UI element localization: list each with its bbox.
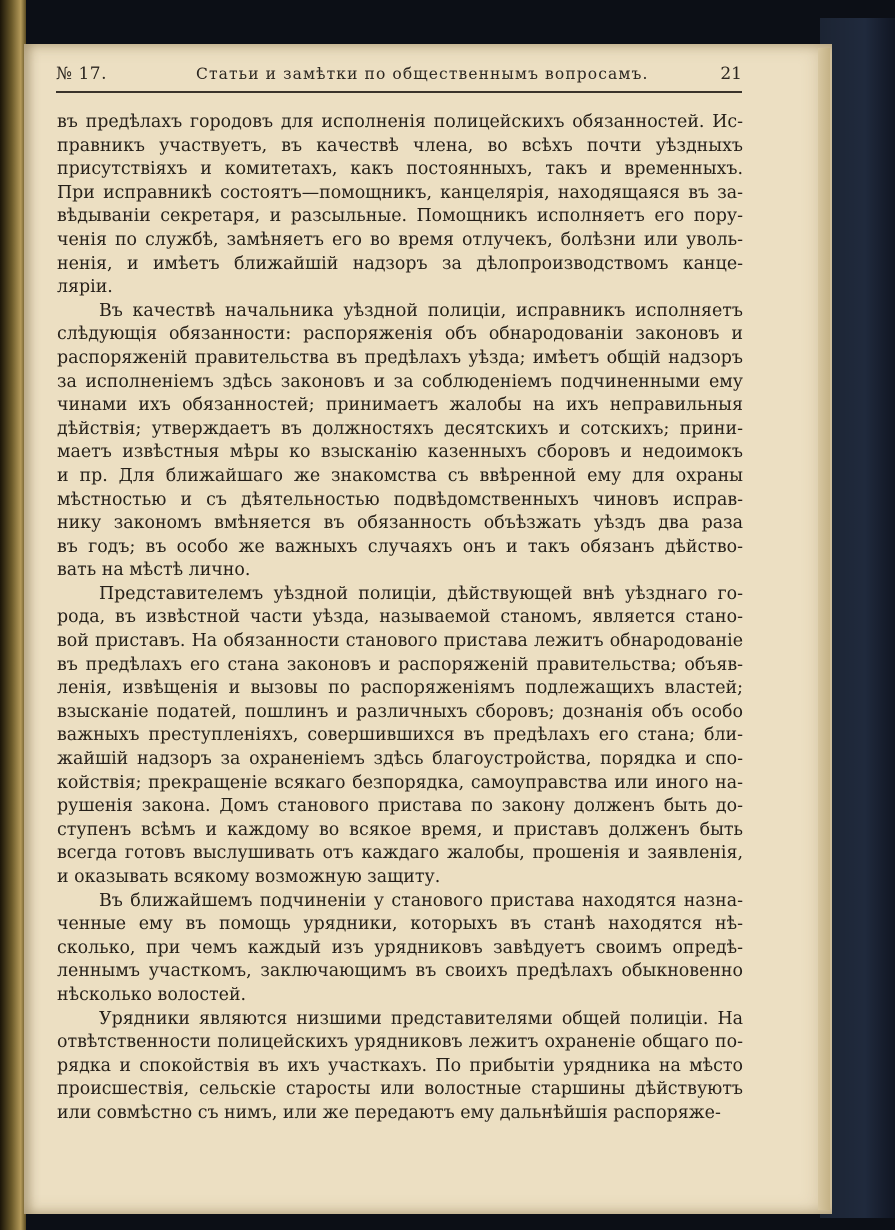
text-line: мѣстностью и съ дѣятельностью подвѣдомственныхъ чиновъ исправ-: [57, 489, 743, 510]
text-line: всегда готовъ выслушивать отъ каждаго жалобы, прошенія и заявленія,: [57, 843, 743, 864]
text-line: правникъ участвуетъ, въ качествѣ члена, во всѣхъ почти уѣздныхъ: [57, 135, 743, 156]
text-line: жайшій надзоръ за охраненіемъ здѣсь благоустройства, порядка и спо-: [57, 749, 743, 770]
text-line: происшествія, сельскіе старосты или волостные старшины дѣйствуютъ: [57, 1079, 743, 1100]
text-line: Въ качествѣ начальника уѣздной полиціи, исправникъ исполняетъ: [99, 300, 743, 321]
text-line: чинами ихъ обязанностей; принимаетъ жалобы на ихъ неправильныя: [57, 395, 743, 416]
running-title: Статьи и замѣтки по общественнымъ вопросамъ.: [196, 65, 649, 83]
text-line: вѣдываніи секретаря, и разсыльные. Помощникъ исполняетъ его пору-: [57, 206, 743, 227]
text-line: ляріи.: [57, 277, 113, 298]
text-line: въ предѣлахъ его стана законовъ и распоряженій правительства; объяв-: [57, 654, 743, 675]
text-line: ченія по службѣ, замѣняетъ его во время отлучекъ, болѣзни или уволь-: [57, 229, 743, 250]
page-number: 21: [720, 64, 742, 84]
paragraph: [57, 890, 743, 1008]
text-line: дѣйствія; утверждаетъ въ должностяхъ десятскихъ и сотскихъ; прини-: [57, 418, 743, 439]
text-line: вать на мѣстѣ лично.: [57, 560, 251, 581]
book-spine-left: [0, 0, 26, 1230]
text-line: При исправникѣ состоятъ—помощникъ, канцелярія, находящаяся въ за-: [57, 182, 743, 203]
text-line: распоряженій правительства въ предѣлахъ уѣзда; имѣетъ общій надзоръ: [57, 347, 743, 368]
running-header: [56, 62, 742, 90]
text-line: слѣдующія обязанности: распоряженія объ обнародованіи законовъ и: [57, 324, 743, 345]
text-line: вой приставъ. На обязанности станового пристава лежитъ обнародованіе: [57, 631, 743, 652]
text-line: ненія, и имѣетъ ближайшій надзоръ за дѣлопроизводствомъ канце-: [57, 253, 743, 274]
text-line: или совмѣстно съ нимъ, или же передаютъ ему дальнѣйшія распоряже-: [57, 1102, 721, 1123]
text-line: въ предѣлахъ городовъ для исполненія полицейскихъ обязанностей. Ис-: [57, 112, 743, 132]
body-text: [57, 111, 743, 1126]
text-line: и оказывать всякому возможную защиту.: [57, 867, 441, 887]
text-line: рядка и спокойствія въ ихъ участкахъ. По прибытіи урядника на мѣсто: [57, 1055, 743, 1076]
text-line: присутствіяхъ и комитетахъ, какъ постоянныхъ, такъ и временныхъ.: [57, 159, 743, 180]
text-line: и пр. Для ближайшаго же знакомства съ ввѣренной ему для охраны: [57, 465, 743, 486]
page-edge: [818, 48, 830, 1210]
paragraph: [57, 1008, 743, 1126]
text-line: ступенъ всѣмъ и каждому во всякое время, и приставъ долженъ быть: [57, 819, 743, 840]
paragraph: [57, 111, 743, 300]
text-line: взысканіе податей, пошлинъ и различныхъ сборовъ; дознанія объ особо: [57, 701, 743, 722]
text-line: ленія, извѣщенія и вызовы по распоряженіямъ подлежащихъ властей;: [57, 678, 743, 699]
text-line: ченные ему въ помощь урядники, которыхъ въ станѣ находятся нѣ-: [57, 914, 743, 935]
text-line: рушенія закона. Домъ станового пристава по закону долженъ быть до-: [57, 796, 743, 817]
text-line: за исполненіемъ здѣсь законовъ и за соблюденіемъ подчиненными ему: [57, 371, 743, 392]
text-line: въ годъ; въ особо же важныхъ случаяхъ онъ и такъ обязанъ дѣйство-: [57, 536, 743, 557]
text-line: Представителемъ уѣздной полиціи, дѣйствующей внѣ уѣзднаго го-: [99, 583, 743, 604]
header-rule: [56, 91, 742, 93]
text-line: сколько, при чемъ каждый изъ урядниковъ завѣдуетъ своимъ опредѣ-: [57, 937, 743, 958]
text-line: койствія; прекращеніе всякаго безпорядка, самоуправства или иного на-: [57, 772, 743, 793]
text-line: важныхъ преступленіяхъ, совершившихся въ предѣлахъ его стана; бли-: [57, 725, 743, 746]
issue-number: № 17.: [56, 64, 108, 84]
paragraph: [57, 300, 743, 583]
text-line: маетъ извѣстныя мѣры ко взысканію казенныхъ сборовъ и недоимокъ: [57, 442, 743, 463]
text-line: нику закономъ вмѣняется въ обязанность объѣзжать уѣздъ два раза: [57, 513, 743, 534]
text-line: нѣсколько волостей.: [57, 984, 247, 1005]
text-line: Урядники являются низшими представителями общей полиціи. На: [99, 1008, 743, 1029]
text-line: Въ ближайшемъ подчиненіи у станового пристава находятся назна-: [99, 890, 743, 911]
paragraph: [57, 583, 743, 890]
text-line: рода, въ извѣстной части уѣзда, называемой станомъ, является стано-: [57, 607, 743, 628]
text-line: леннымъ участкомъ, заключающимъ въ своихъ предѣлахъ обыкновенно: [57, 961, 743, 982]
text-line: отвѣтственности полицейскихъ урядниковъ лежитъ охраненіе общаго по-: [57, 1032, 743, 1053]
